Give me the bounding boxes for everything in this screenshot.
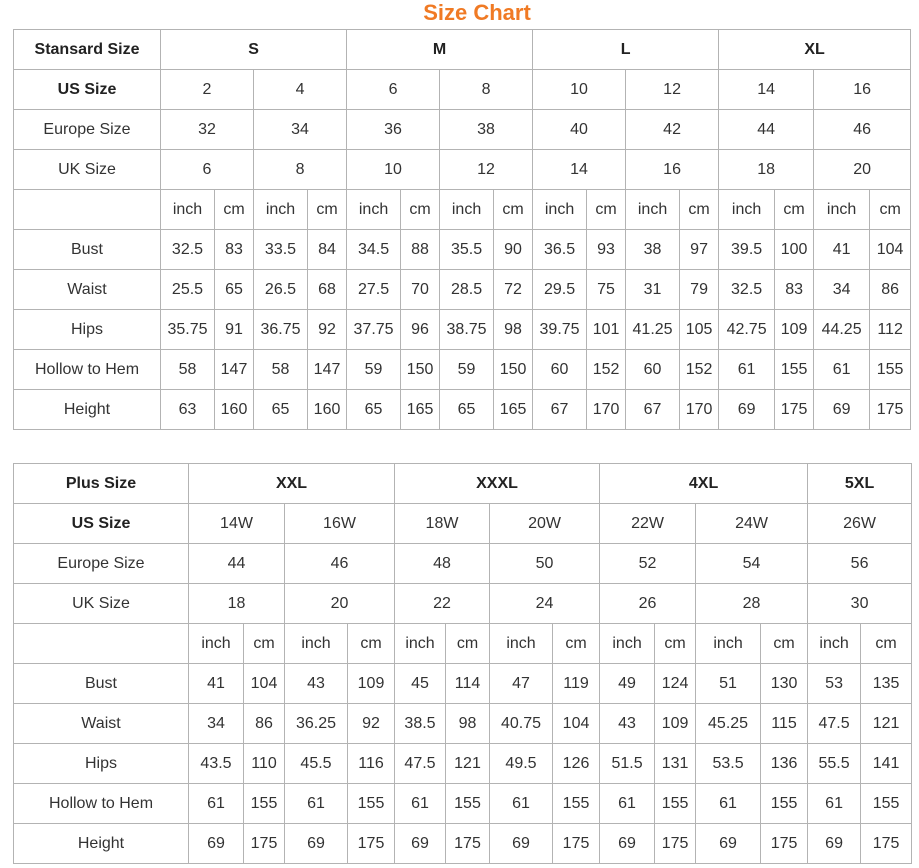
measurement-value: 55.5	[808, 744, 861, 784]
measurement-value: 40.75	[490, 704, 553, 744]
size-value: 20	[814, 150, 911, 190]
measurement-value: 61	[814, 350, 870, 390]
measurement-value: 29.5	[533, 270, 587, 310]
size-type-label: Stansard Size	[14, 30, 161, 70]
measurement-label: Hips	[14, 310, 161, 350]
measurement-value: 65	[254, 390, 308, 430]
measurement-value: 27.5	[347, 270, 401, 310]
measurement-value: 170	[587, 390, 626, 430]
measurement-value: 35.5	[440, 230, 494, 270]
empty-cell	[14, 190, 161, 230]
measurement-row	[14, 824, 912, 864]
measurement-label: Hips	[14, 744, 189, 784]
measurement-value: 155	[655, 784, 696, 824]
measurement-value: 47	[490, 664, 553, 704]
measurement-value: 69	[719, 390, 775, 430]
measurement-value: 67	[626, 390, 680, 430]
measurement-value: 69	[696, 824, 761, 864]
measurement-row	[14, 744, 912, 784]
unit-cm: cm	[861, 624, 912, 664]
size-value: 44	[189, 544, 285, 584]
unit-cm: cm	[401, 190, 440, 230]
row-label: Europe Size	[14, 544, 189, 584]
measurement-value: 47.5	[395, 744, 446, 784]
measurement-value: 93	[587, 230, 626, 270]
measurement-label: Waist	[14, 270, 161, 310]
measurement-value: 175	[446, 824, 490, 864]
measurement-value: 44.25	[814, 310, 870, 350]
size-value: 20	[285, 584, 395, 624]
unit-inch: inch	[285, 624, 348, 664]
unit-cm: cm	[553, 624, 600, 664]
size-value: 12	[440, 150, 533, 190]
measurement-value: 88	[401, 230, 440, 270]
row-label: UK Size	[14, 150, 161, 190]
measurement-value: 68	[308, 270, 347, 310]
measurement-value: 175	[870, 390, 911, 430]
unit-cm: cm	[761, 624, 808, 664]
size-value: 8	[254, 150, 347, 190]
unit-inch: inch	[395, 624, 446, 664]
measurement-value: 175	[348, 824, 395, 864]
measurement-value: 100	[775, 230, 814, 270]
size-value: 28	[696, 584, 808, 624]
measurement-value: 155	[861, 784, 912, 824]
measurement-value: 155	[348, 784, 395, 824]
measurement-value: 34	[189, 704, 244, 744]
size-chart-title: Size Chart	[423, 0, 531, 25]
measurement-value: 79	[680, 270, 719, 310]
unit-inch: inch	[696, 624, 761, 664]
plus-size-table	[13, 463, 912, 864]
measurement-value: 35.75	[161, 310, 215, 350]
unit-cm: cm	[587, 190, 626, 230]
size-value: 14	[719, 70, 814, 110]
us-size-row	[14, 504, 912, 544]
measurement-value: 69	[600, 824, 655, 864]
measurement-value: 58	[254, 350, 308, 390]
measurement-value: 61	[808, 784, 861, 824]
standard-size-table	[13, 29, 911, 430]
measurement-value: 41	[189, 664, 244, 704]
measurement-value: 112	[870, 310, 911, 350]
measurement-value: 59	[440, 350, 494, 390]
empty-cell	[14, 624, 189, 664]
size-value: 18W	[395, 504, 490, 544]
measurement-value: 61	[395, 784, 446, 824]
measurement-value: 101	[587, 310, 626, 350]
measurement-value: 45.5	[285, 744, 348, 784]
measurement-value: 175	[655, 824, 696, 864]
size-value: 22	[395, 584, 490, 624]
unit-inch: inch	[161, 190, 215, 230]
size-value: 56	[808, 544, 912, 584]
measurement-value: 61	[600, 784, 655, 824]
size-value: 18	[189, 584, 285, 624]
measurement-value: 114	[446, 664, 490, 704]
size-value: 18	[719, 150, 814, 190]
measurement-value: 155	[446, 784, 490, 824]
measurement-row	[14, 704, 912, 744]
size-type-label: Plus Size	[14, 464, 189, 504]
measurement-value: 83	[215, 230, 254, 270]
size-letter: 4XL	[600, 464, 808, 504]
measurement-row	[14, 390, 911, 430]
size-value: 52	[600, 544, 696, 584]
measurement-row	[14, 230, 911, 270]
size-letter: 5XL	[808, 464, 912, 504]
measurement-value: 69	[814, 390, 870, 430]
measurement-value: 59	[347, 350, 401, 390]
measurement-value: 86	[244, 704, 285, 744]
unit-cm: cm	[870, 190, 911, 230]
measurement-value: 75	[587, 270, 626, 310]
measurement-value: 135	[861, 664, 912, 704]
size-value: 32	[161, 110, 254, 150]
measurement-value: 155	[761, 784, 808, 824]
size-value: 42	[626, 110, 719, 150]
unit-cm: cm	[494, 190, 533, 230]
size-header-row	[14, 30, 911, 70]
measurement-value: 45	[395, 664, 446, 704]
size-value: 44	[719, 110, 814, 150]
size-header-row	[14, 464, 912, 504]
unit-inch: inch	[808, 624, 861, 664]
measurement-value: 116	[348, 744, 395, 784]
measurement-value: 61	[719, 350, 775, 390]
measurement-value: 110	[244, 744, 285, 784]
size-value: 6	[347, 70, 440, 110]
measurement-value: 96	[401, 310, 440, 350]
measurement-value: 150	[494, 350, 533, 390]
measurement-value: 45.25	[696, 704, 761, 744]
size-letter: S	[161, 30, 347, 70]
measurement-value: 141	[861, 744, 912, 784]
measurement-value: 121	[861, 704, 912, 744]
size-value: 12	[626, 70, 719, 110]
measurement-value: 109	[775, 310, 814, 350]
measurement-value: 36.75	[254, 310, 308, 350]
measurement-value: 104	[244, 664, 285, 704]
unit-inch: inch	[347, 190, 401, 230]
size-value: 50	[490, 544, 600, 584]
measurement-row	[14, 270, 911, 310]
size-value: 16	[626, 150, 719, 190]
measurement-value: 150	[401, 350, 440, 390]
measurement-value: 38.75	[440, 310, 494, 350]
measurement-value: 92	[308, 310, 347, 350]
measurement-value: 160	[215, 390, 254, 430]
size-value: 8	[440, 70, 533, 110]
measurement-value: 25.5	[161, 270, 215, 310]
unit-row	[14, 624, 912, 664]
measurement-value: 51	[696, 664, 761, 704]
measurement-value: 97	[680, 230, 719, 270]
measurement-value: 98	[494, 310, 533, 350]
measurement-value: 126	[553, 744, 600, 784]
measurement-value: 61	[696, 784, 761, 824]
measurement-label: Waist	[14, 704, 189, 744]
measurement-value: 155	[775, 350, 814, 390]
measurement-value: 43	[600, 704, 655, 744]
measurement-value: 26.5	[254, 270, 308, 310]
size-value: 26	[600, 584, 696, 624]
measurement-value: 170	[680, 390, 719, 430]
measurement-value: 53	[808, 664, 861, 704]
size-value: 40	[533, 110, 626, 150]
measurement-value: 165	[401, 390, 440, 430]
size-value: 20W	[490, 504, 600, 544]
measurement-value: 31	[626, 270, 680, 310]
measurement-value: 34.5	[347, 230, 401, 270]
measurement-value: 175	[861, 824, 912, 864]
unit-inch: inch	[254, 190, 308, 230]
measurement-value: 51.5	[600, 744, 655, 784]
size-value: 48	[395, 544, 490, 584]
measurement-value: 147	[308, 350, 347, 390]
measurement-value: 36.25	[285, 704, 348, 744]
measurement-value: 65	[440, 390, 494, 430]
unit-inch: inch	[626, 190, 680, 230]
size-value: 16W	[285, 504, 395, 544]
measurement-row	[14, 350, 911, 390]
measurement-value: 83	[775, 270, 814, 310]
size-value: 24W	[696, 504, 808, 544]
size-value: 14	[533, 150, 626, 190]
measurement-value: 69	[395, 824, 446, 864]
measurement-value: 28.5	[440, 270, 494, 310]
measurement-row	[14, 664, 912, 704]
measurement-value: 131	[655, 744, 696, 784]
unit-cm: cm	[308, 190, 347, 230]
measurement-value: 63	[161, 390, 215, 430]
measurement-value: 175	[761, 824, 808, 864]
measurement-value: 90	[494, 230, 533, 270]
measurement-row	[14, 784, 912, 824]
measurement-value: 155	[244, 784, 285, 824]
measurement-value: 115	[761, 704, 808, 744]
measurement-value: 155	[870, 350, 911, 390]
measurement-value: 65	[347, 390, 401, 430]
unit-cm: cm	[446, 624, 490, 664]
size-value: 26W	[808, 504, 912, 544]
measurement-value: 37.75	[347, 310, 401, 350]
row-label: Europe Size	[14, 110, 161, 150]
measurement-value: 152	[680, 350, 719, 390]
size-value: 10	[347, 150, 440, 190]
measurement-value: 69	[490, 824, 553, 864]
unit-cm: cm	[775, 190, 814, 230]
measurement-label: Height	[14, 390, 161, 430]
measurement-value: 69	[808, 824, 861, 864]
measurement-value: 49.5	[490, 744, 553, 784]
measurement-value: 175	[775, 390, 814, 430]
size-value: 6	[161, 150, 254, 190]
unit-cm: cm	[215, 190, 254, 230]
measurement-value: 109	[655, 704, 696, 744]
measurement-value: 32.5	[719, 270, 775, 310]
measurement-value: 119	[553, 664, 600, 704]
size-letter: M	[347, 30, 533, 70]
measurement-value: 43.5	[189, 744, 244, 784]
measurement-value: 121	[446, 744, 490, 784]
measurement-value: 152	[587, 350, 626, 390]
measurement-value: 165	[494, 390, 533, 430]
unit-inch: inch	[189, 624, 244, 664]
measurement-value: 69	[285, 824, 348, 864]
row-label: UK Size	[14, 584, 189, 624]
measurement-value: 38.5	[395, 704, 446, 744]
measurement-value: 61	[189, 784, 244, 824]
size-value: 2	[161, 70, 254, 110]
measurement-value: 98	[446, 704, 490, 744]
measurement-value: 34	[814, 270, 870, 310]
size-value: 22W	[600, 504, 696, 544]
unit-cm: cm	[655, 624, 696, 664]
unit-inch: inch	[490, 624, 553, 664]
measurement-value: 84	[308, 230, 347, 270]
size-letter: XXL	[189, 464, 395, 504]
uk-size-row	[14, 150, 911, 190]
measurement-value: 49	[600, 664, 655, 704]
measurement-value: 70	[401, 270, 440, 310]
measurement-value: 109	[348, 664, 395, 704]
measurement-value: 175	[553, 824, 600, 864]
unit-inch: inch	[719, 190, 775, 230]
measurement-value: 155	[553, 784, 600, 824]
measurement-value: 41	[814, 230, 870, 270]
measurement-value: 43	[285, 664, 348, 704]
measurement-value: 160	[308, 390, 347, 430]
size-value: 14W	[189, 504, 285, 544]
measurement-value: 91	[215, 310, 254, 350]
measurement-label: Height	[14, 824, 189, 864]
measurement-value: 92	[348, 704, 395, 744]
measurement-value: 39.75	[533, 310, 587, 350]
size-letter: XXXL	[395, 464, 600, 504]
measurement-value: 72	[494, 270, 533, 310]
size-value: 4	[254, 70, 347, 110]
measurement-value: 175	[244, 824, 285, 864]
measurement-value: 32.5	[161, 230, 215, 270]
measurement-value: 53.5	[696, 744, 761, 784]
measurement-value: 104	[553, 704, 600, 744]
size-value: 34	[254, 110, 347, 150]
unit-cm: cm	[244, 624, 285, 664]
unit-cm: cm	[680, 190, 719, 230]
unit-inch: inch	[814, 190, 870, 230]
measurement-label: Bust	[14, 230, 161, 270]
row-label: US Size	[14, 504, 189, 544]
measurement-value: 69	[189, 824, 244, 864]
unit-inch: inch	[533, 190, 587, 230]
measurement-label: Bust	[14, 664, 189, 704]
measurement-value: 67	[533, 390, 587, 430]
europe-size-row	[14, 110, 911, 150]
row-label: US Size	[14, 70, 161, 110]
measurement-value: 42.75	[719, 310, 775, 350]
measurement-value: 61	[490, 784, 553, 824]
measurement-row	[14, 310, 911, 350]
measurement-value: 47.5	[808, 704, 861, 744]
measurement-label: Hollow to Hem	[14, 350, 161, 390]
measurement-label: Hollow to Hem	[14, 784, 189, 824]
measurement-value: 65	[215, 270, 254, 310]
measurement-value: 130	[761, 664, 808, 704]
unit-row	[14, 190, 911, 230]
us-size-row	[14, 70, 911, 110]
unit-inch: inch	[440, 190, 494, 230]
measurement-value: 60	[626, 350, 680, 390]
uk-size-row	[14, 584, 912, 624]
size-letter: XL	[719, 30, 911, 70]
size-letter: L	[533, 30, 719, 70]
measurement-value: 147	[215, 350, 254, 390]
size-value: 24	[490, 584, 600, 624]
size-value: 38	[440, 110, 533, 150]
measurement-value: 86	[870, 270, 911, 310]
size-value: 46	[814, 110, 911, 150]
measurement-value: 105	[680, 310, 719, 350]
measurement-value: 36.5	[533, 230, 587, 270]
size-value: 30	[808, 584, 912, 624]
measurement-value: 41.25	[626, 310, 680, 350]
europe-size-row	[14, 544, 912, 584]
measurement-value: 60	[533, 350, 587, 390]
measurement-value: 136	[761, 744, 808, 784]
size-value: 10	[533, 70, 626, 110]
measurement-value: 58	[161, 350, 215, 390]
measurement-value: 104	[870, 230, 911, 270]
measurement-value: 39.5	[719, 230, 775, 270]
size-value: 16	[814, 70, 911, 110]
measurement-value: 61	[285, 784, 348, 824]
size-value: 46	[285, 544, 395, 584]
unit-cm: cm	[348, 624, 395, 664]
measurement-value: 38	[626, 230, 680, 270]
unit-inch: inch	[600, 624, 655, 664]
size-value: 36	[347, 110, 440, 150]
measurement-value: 124	[655, 664, 696, 704]
size-value: 54	[696, 544, 808, 584]
measurement-value: 33.5	[254, 230, 308, 270]
